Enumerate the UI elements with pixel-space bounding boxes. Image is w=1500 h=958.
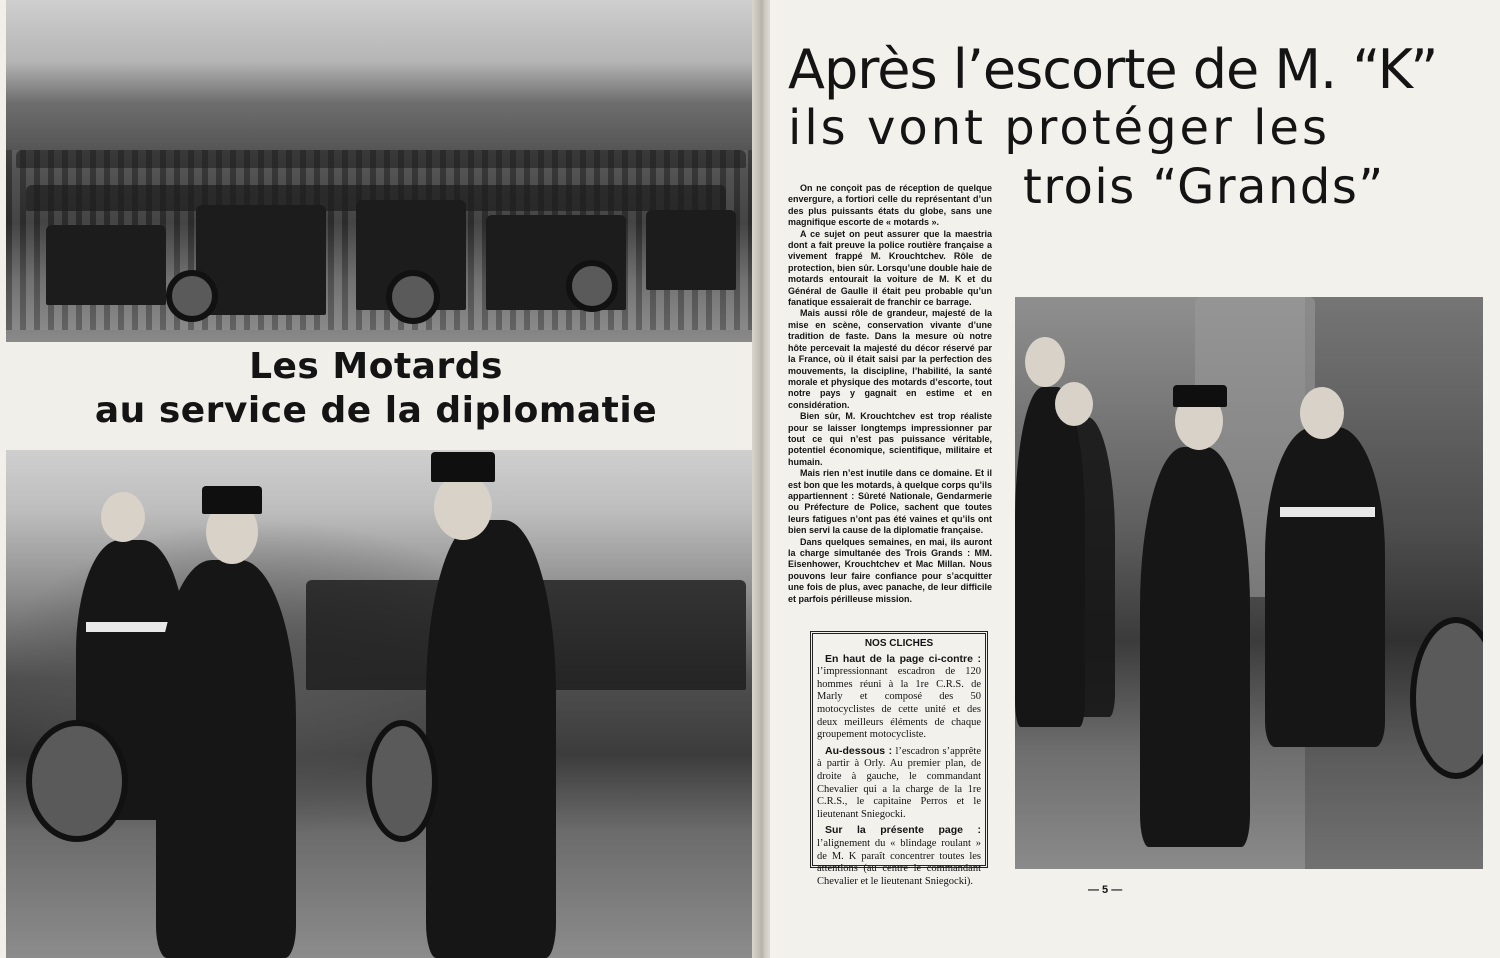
caption-item bbox=[817, 824, 981, 888]
article-paragraph: Dans quelques semaines, en mai, ils auront la charge simultanée des Trois Grands : MM. Eisenhower, Krouchtchev et Mac Millan. Nous pouvons leur faire confiance pour s’acquitter une fois de plus, avec panache, de leur difficile et parfois périlleuse mission. bbox=[788, 536, 992, 604]
caption-text: l’escadron s’apprête à partir à Orly. Au premier plan, de droite à gauche, le commandant Chevalier qui a la charge de la 1re C.R.S., le capitaine Perros et le lieutenant Sniegocki. bbox=[817, 745, 981, 820]
caption-lead: Au-dessous : bbox=[825, 744, 893, 757]
photo-motorcycle-squadron bbox=[6, 0, 752, 342]
article-paragraph: Mais aussi rôle de grandeur, majesté de la mise en scène, conservation vivante d’une tradition de faste. Dans la mesure où notre hôte percevait la majesté du décor réservé par la France, où il était saisi par la perfection des mouvements, la discipline, l’habilité, la santé morale et physique des motards d’escorte, tout notre pays y gagnait en estime et en considération. bbox=[788, 308, 992, 410]
headline-line-2: ils vont protéger les bbox=[788, 100, 1330, 156]
article-paragraph: A ce sujet on peut assurer que la maestria dont a fait preuve la police routière française a vivement frappé M. Krouchtchev. Rôle de protection, bien sûr. Lorsqu’une double haie de motards entourait la voiture de M. K et du Général de Gaulle il était peu probable qu’un fanatique essaierait de franchir ce barrage. bbox=[788, 228, 992, 308]
article-paragraph: Mais rien n’est inutile dans ce domaine. Et il est bon que les motards, à quelque corps qu’ils appartiennent : Sûreté Nationale, Gendarmerie ou Préfecture de Police, sachent que toutes leurs fatigues n’ont pas été vaines et qu’ils ont bien servi la cause de la diplomatie française. bbox=[788, 468, 992, 536]
right-magazine-page bbox=[770, 0, 1500, 958]
page-number: — 5 — bbox=[1088, 884, 1123, 896]
caption-item bbox=[817, 653, 981, 742]
caption-item bbox=[817, 745, 981, 822]
article-paragraph: On ne conçoit pas de réception de quelque envergure, a fortiori celle du représentant d’un des plus puissants états du globe, sans une magnifique escorte de « motards ». bbox=[788, 183, 992, 228]
captions-title: NOS CLICHES bbox=[864, 638, 934, 649]
caption-text: l’impressionnant escadron de 120 hommes réuni à la 1re C.R.S. de Marly et composé des 50 motocyclistes de cette unité et des deux meilleurs éléments de chaque groupement motocycliste. bbox=[817, 666, 981, 741]
title-line-2: au service de la diplomatie bbox=[94, 390, 658, 431]
photo-captions-box bbox=[810, 631, 988, 887]
caption-lead: En haut de la page ci-contre : bbox=[825, 652, 981, 665]
article-body bbox=[788, 183, 992, 605]
headline-line-1: Après l’escorte de M. “K” bbox=[788, 38, 1438, 101]
left-page-title bbox=[0, 345, 752, 433]
caption-lead: Sur la présente page : bbox=[825, 824, 981, 837]
caption-text: l’alignement du « blindage roulant » de M. K paraît concentrer toutes les attentions (au centre le commandant Chevalier et le lieutenant Sniegocki). bbox=[817, 837, 981, 887]
headline-line-3: trois “Grands” bbox=[1023, 159, 1385, 215]
title-line-1: Les Motards bbox=[249, 346, 503, 387]
photo-escort-officers bbox=[1015, 297, 1483, 869]
article-paragraph: Bien sûr, M. Krouchtchev est trop réaliste pour se laisser longtemps impressionner par tout ce qui n’est pas puissance véritable, potentiel économique, scientifique, militaire et humain. bbox=[788, 411, 992, 467]
photo-officers-and-motorcyclists bbox=[6, 450, 752, 958]
